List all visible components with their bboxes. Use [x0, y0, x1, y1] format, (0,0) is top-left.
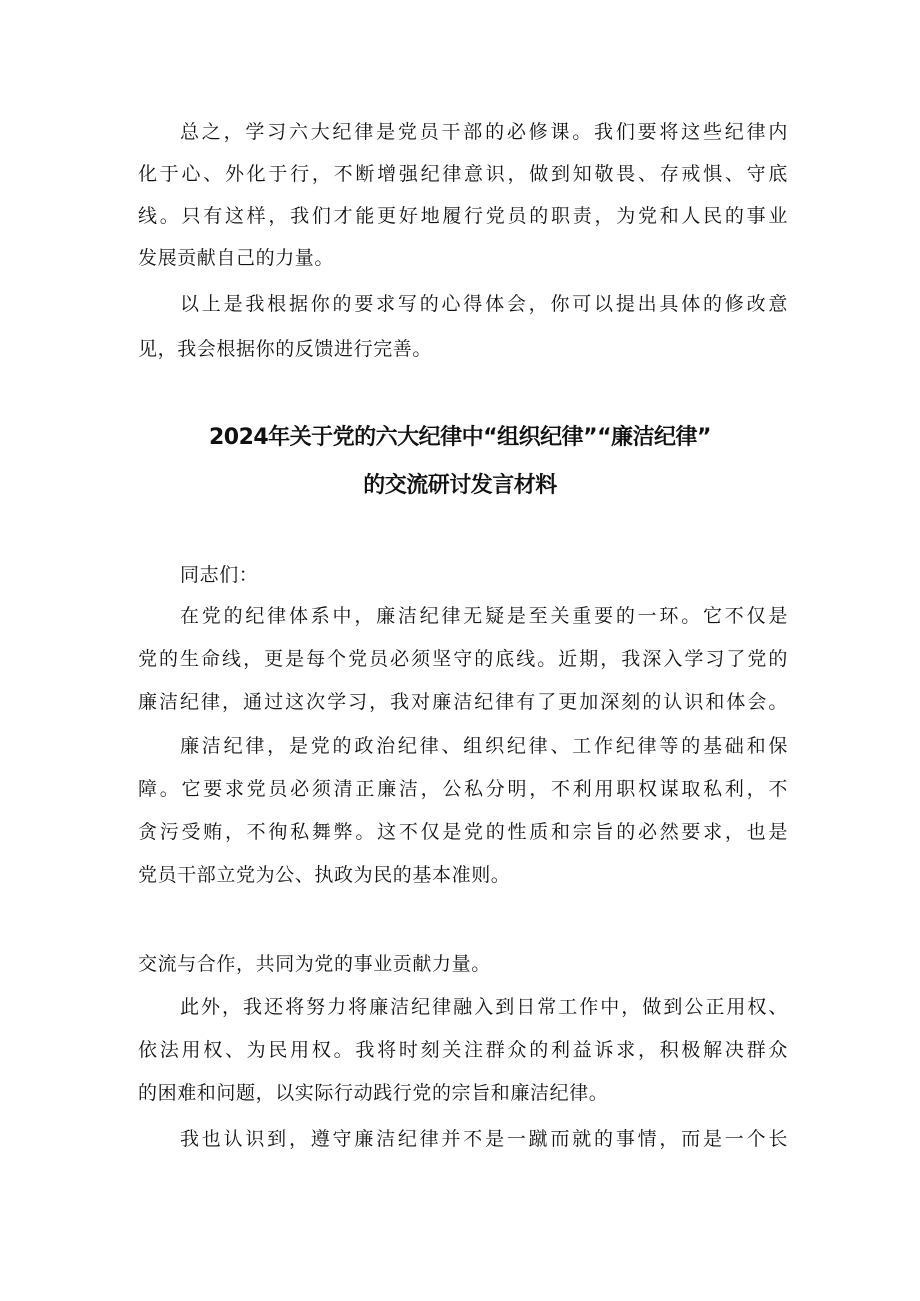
paragraph-line: 化于心、外化于行，不断增强纪律意识，做到知敬畏、存戒惧、守底 — [138, 163, 788, 185]
paragraph-line: 党的生命线，更是每个党员必须坚守的底线。近期，我深入学习了党的 — [138, 648, 788, 670]
paragraph-line: 党员干部立党为公、执政为民的基本准则。 — [138, 864, 511, 886]
paragraph-line: 廉洁纪律，通过这次学习，我对廉洁纪律有了更加深刻的认识和体会。 — [138, 691, 788, 713]
paragraph-line: 交流与合作，共同为党的事业贡献力量。 — [138, 953, 491, 975]
paragraph-line: 依法用权、为民用权。我将时刻关注群众的利益诉求，积极解决群众 — [138, 1039, 788, 1061]
paragraph-line: 障。它要求党员必须清正廉洁，公私分明，不利用职权谋取私利，不 — [138, 778, 788, 800]
paragraph-line: 线。只有这样，我们才能更好地履行党员的职责，为党和人民的事业 — [138, 205, 788, 227]
paragraph-line: 发展贡献自己的力量。 — [138, 247, 335, 269]
article-title-line-1: 2024年关于党的六大纪律中“组织纪律”“廉洁纪律” — [208, 425, 712, 450]
paragraph-line: 以上是我根据你的要求写的心得体会，你可以提出具体的修改意 — [180, 293, 788, 315]
paragraph-line: 总之，学习六大纪律是党员干部的必修课。我们要将这些纪律内 — [180, 121, 788, 143]
salutation: 同志们： — [180, 564, 259, 586]
paragraph-line: 此外，我还将努力将廉洁纪律融入到日常工作中，做到公正用权、 — [180, 996, 788, 1018]
paragraph-line: 廉洁纪律，是党的政治纪律、组织纪律、工作纪律等的基础和保 — [180, 735, 788, 757]
article-title-line-2: 的交流研讨发言材料 — [363, 473, 557, 498]
paragraph-line: 见，我会根据你的反馈进行完善。 — [138, 338, 433, 360]
paragraph-line: 我也认识到，遵守廉洁纪律并不是一蹴而就的事情，而是一个长 — [180, 1128, 788, 1150]
paragraph-line: 的困难和问题，以实际行动践行党的宗旨和廉洁纪律。 — [138, 1082, 609, 1104]
paragraph-line: 贪污受贿，不徇私舞弊。这不仅是党的性质和宗旨的必然要求，也是 — [138, 821, 788, 843]
paragraph-line: 在党的纪律体系中，廉洁纪律无疑是至关重要的一环。它不仅是 — [180, 605, 788, 627]
